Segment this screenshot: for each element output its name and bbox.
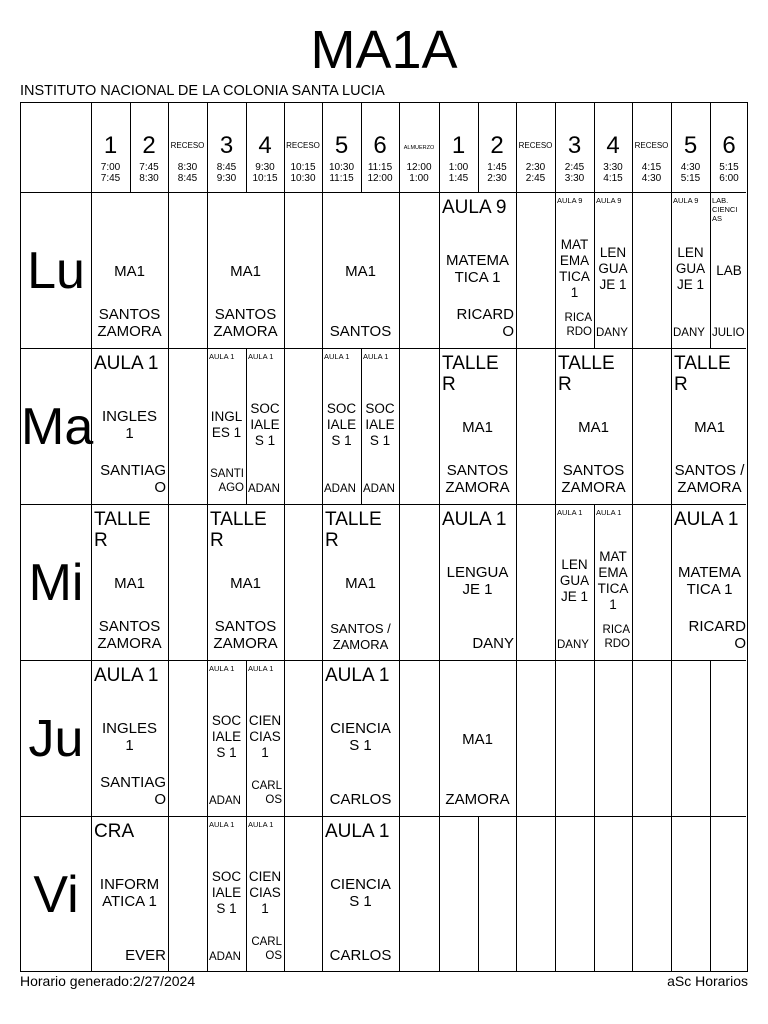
lesson-vi-4[interactable] <box>246 817 284 973</box>
lesson-teacher: ADAN <box>209 951 241 963</box>
lesson-ma-pm3-4[interactable] <box>555 349 632 505</box>
lesson-subject: INGL ES 1 <box>210 409 243 440</box>
lesson-ma-6[interactable] <box>361 349 399 505</box>
lesson-teacher: CARLOS <box>329 791 392 808</box>
lesson-room: AULA 1 <box>674 509 739 530</box>
lesson-teacher: ADAN <box>363 483 395 495</box>
lesson-room: AULA 1 <box>94 665 159 686</box>
lesson-ma-4[interactable] <box>246 349 284 505</box>
lesson-teacher: SANTOS ZAMORA <box>213 306 278 340</box>
lesson-subject: SOC IALE S 1 <box>211 713 242 760</box>
lesson-subject: CIENCIA S 1 <box>330 720 391 754</box>
lesson-teacher: ADAN <box>209 795 241 807</box>
lesson-subject: LEN GUA JE 1 <box>675 245 706 292</box>
lesson-subject: MAT EMA TICA 1 <box>597 549 629 612</box>
app-brand: aSc Horarios <box>667 973 748 989</box>
lesson-teacher: SANTOS ZAMORA <box>445 462 510 496</box>
lesson-room: AULA 1 <box>209 352 235 361</box>
lesson-mi-1-2[interactable] <box>91 505 168 661</box>
lesson-lu-pm3[interactable] <box>555 193 594 349</box>
lesson-subject: MA1 <box>230 263 261 280</box>
lesson-mi-pm3[interactable] <box>555 505 594 661</box>
lesson-teacher: DANY <box>596 327 628 339</box>
lesson-ju-pm1-2[interactable] <box>439 661 516 817</box>
lesson-room: TALLE R <box>558 353 615 395</box>
lesson-vi-3[interactable] <box>207 817 246 973</box>
lesson-subject: SOC IALE S 1 <box>250 401 280 448</box>
lesson-subject: MA1 <box>462 419 493 436</box>
lesson-vi-1-2[interactable] <box>91 817 168 973</box>
lesson-lu-pm6[interactable] <box>710 193 748 349</box>
lesson-subject: MA1 <box>694 419 725 436</box>
lesson-room: AULA 9 <box>442 197 507 218</box>
lesson-ju-3[interactable] <box>207 661 246 817</box>
lesson-lu-5-6[interactable] <box>322 193 399 349</box>
lesson-teacher: SANTOS ZAMORA <box>213 618 278 652</box>
lesson-room: AULA 1 <box>557 508 583 517</box>
lesson-teacher: SANTOS <box>329 323 392 340</box>
lesson-teacher: SANTOS ZAMORA <box>97 306 162 340</box>
lesson-subject: MATEMA TICA 1 <box>445 252 510 286</box>
lesson-subject: SOC IALE S 1 <box>211 869 242 916</box>
lesson-teacher: RICA RDO <box>602 624 630 650</box>
lesson-mi-pm5-6[interactable] <box>671 505 748 661</box>
lesson-room: AULA 9 <box>673 196 699 205</box>
page-title: MA1A <box>310 20 458 80</box>
lesson-mi-5-6[interactable] <box>322 505 399 661</box>
lesson-subject: LEN GUA JE 1 <box>598 245 628 292</box>
lesson-subject: MA1 <box>345 263 376 280</box>
lesson-teacher: CARLOS <box>329 947 392 964</box>
lesson-room: AULA 1 <box>442 509 507 530</box>
lesson-room: AULA 1 <box>209 820 235 829</box>
lesson-ju-5-6[interactable] <box>322 661 399 817</box>
generated-date: Horario generado:2/27/2024 <box>20 973 196 989</box>
lesson-subject: INFORM ATICA 1 <box>99 876 160 910</box>
lesson-ju-4[interactable] <box>246 661 284 817</box>
lesson-teacher: RICARD O <box>456 306 514 340</box>
lesson-teacher: RICARD O <box>688 618 746 652</box>
lesson-teacher: DANY <box>557 639 589 651</box>
lesson-lu-pm4[interactable] <box>594 193 632 349</box>
lesson-room: AULA 1 <box>324 352 350 361</box>
lesson-teacher: ADAN <box>324 483 356 495</box>
lesson-teacher: SANTIAG O <box>100 462 166 496</box>
lesson-subject: MA1 <box>230 575 261 592</box>
lesson-teacher: DANY <box>472 635 514 652</box>
lesson-ma-pm5-6[interactable] <box>671 349 748 505</box>
lesson-room: AULA 1 <box>209 664 235 673</box>
lesson-subject: MAT EMA TICA 1 <box>559 237 590 300</box>
lesson-subject: MA1 <box>578 419 609 436</box>
lesson-teacher: EVER <box>125 947 166 964</box>
timetable-grid: 1 7:00 7:45 2 7:45 8:30 RECESO 8:30 8:45 3 8:45 9:30 4 9:30 10:15 RECESO 10:15 10:30 5 10:30 11:15 6 11:15 12:00 ALMUERZO 12:00 1:00 1 1:00 1:45 2 1:45 2:30 RECESO 2:30 2:45 3 2:45 3:30 4 3:30 4:15 RECESO 4:15 4:30 5 4:30 5:15 6 5:15 6:00 Lu Ma Mi Ju Vi MA1 SANTOS ZAMORA MA1 SANTOS ZAMORA MA1 SANTOS AULA 9 MATEMA TICA 1 RICARD O AULA 9 MAT EMA TICA 1 RICA RDO AULA 9 LEN GUA JE 1 DANY AULA 9 LEN GUA JE 1 DANY LAB. CIENCI AS LAB JULIO AULA 1 INGLES 1 SANTIAG O AULA 1 INGL ES 1 SANTI AGO AULA 1 SOC IALE S 1 ADAN AULA 1 SOC IALE S 1 ADAN AULA 1 SOC IALE S 1 ADAN TALLE R MA1 SANTOS ZAMORA TALLE R MA1 SANTOS ZAMORA TALLE R MA1 SANTOS / ZAMORA TALLE R MA1 SANTOS ZAMORA TALLE R MA1 SANTOS ZAMORA TALLE R MA1 SANTOS / ZAMORA AULA 1 LENGUA JE 1 DANY AULA 1 LEN GUA JE 1 DANY AULA 1 MAT EMA TICA 1 RICA RDO AULA 1 MATEMA TICA 1 RICARD O AULA 1 INGLES 1 SANTIAG O AULA 1 SOC IALE S 1 ADAN AULA 1 CIEN CIAS 1 CARL OS AULA 1 CIENCIA S 1 CARLOS MA1 ZAMORA CRA INFORM ATICA 1 EVER AULA 1 SOC IALE S 1 ADAN AULA 1 CIEN CIAS 1 CARL OS AULA 1 CIENCIA S 1 CARLOS <box>20 102 748 972</box>
lesson-lu-3-4[interactable] <box>207 193 284 349</box>
lesson-mi-3-4[interactable] <box>207 505 284 661</box>
lesson-room: CRA <box>94 821 135 842</box>
lesson-subject: SOC IALE S 1 <box>326 401 357 448</box>
lesson-lu-pm5[interactable] <box>671 193 710 349</box>
lesson-teacher: ADAN <box>248 483 280 495</box>
lesson-teacher: JULIO <box>712 327 745 339</box>
lesson-room: LAB. CIENCI AS <box>712 196 738 223</box>
lesson-vi-5-6[interactable] <box>322 817 399 973</box>
day-label-vi: Vi <box>33 866 79 924</box>
lesson-ma-1-2[interactable] <box>91 349 168 505</box>
lesson-subject: MA1 <box>345 575 376 592</box>
day-label-lu: Lu <box>27 242 85 300</box>
lesson-subject: LEN GUA JE 1 <box>559 557 590 604</box>
lesson-teacher: CARL OS <box>251 780 282 806</box>
lesson-teacher: SANTOS ZAMORA <box>561 462 626 496</box>
lesson-subject: CIEN CIAS 1 <box>248 869 282 916</box>
lesson-teacher: SANTOS ZAMORA <box>97 618 162 652</box>
lesson-room: TALLE R <box>442 353 499 395</box>
lesson-subject: SOC IALE S 1 <box>365 401 395 448</box>
lesson-subject: MA1 <box>114 575 145 592</box>
lesson-room: AULA 1 <box>248 820 274 829</box>
lesson-room: AULA 9 <box>557 196 583 205</box>
lesson-room: AULA 1 <box>363 352 389 361</box>
lesson-room: AULA 1 <box>596 508 622 517</box>
lesson-subject: MA1 <box>114 263 145 280</box>
day-label-ma: Ma <box>21 398 94 456</box>
lesson-lu-pm1-2[interactable] <box>439 193 516 349</box>
lesson-room: AULA 1 <box>325 665 390 686</box>
lesson-room: TALLE R <box>94 509 151 551</box>
lesson-room: TALLE R <box>210 509 267 551</box>
lesson-mi-pm4[interactable] <box>594 505 632 661</box>
lesson-teacher: DANY <box>673 327 705 339</box>
lesson-teacher: ZAMORA <box>445 791 510 808</box>
lesson-teacher: SANTIAG O <box>100 774 166 808</box>
lesson-subject: CIENCIA S 1 <box>330 876 391 910</box>
lesson-teacher: RICA RDO <box>564 312 592 338</box>
lesson-room: AULA 1 <box>325 821 390 842</box>
lesson-room: AULA 1 <box>248 664 274 673</box>
lesson-teacher: SANTI AGO <box>210 468 244 494</box>
lesson-teacher: SANTOS / ZAMORA <box>674 462 745 496</box>
lesson-subject: CIEN CIAS 1 <box>248 713 282 760</box>
lesson-ma-pm1-2[interactable] <box>439 349 516 505</box>
lesson-subject: INGLES 1 <box>101 408 158 442</box>
lesson-ma-5[interactable] <box>322 349 361 505</box>
lesson-room: TALLE R <box>674 353 731 395</box>
lesson-subject: MA1 <box>462 731 493 748</box>
school-name: INSTITUTO NACIONAL DE LA COLONIA SANTA LUCIA <box>20 83 385 99</box>
lesson-subject: INGLES 1 <box>101 720 158 754</box>
lesson-room: AULA 1 <box>94 353 159 374</box>
lesson-subject: LENGUA JE 1 <box>446 564 509 598</box>
lesson-lu-1-2[interactable] <box>91 193 168 349</box>
lesson-mi-pm1-2[interactable] <box>439 505 516 661</box>
lesson-subject: LAB <box>716 263 742 278</box>
lesson-ma-3[interactable] <box>207 349 246 505</box>
lesson-teacher: SANTOS / ZAMORA <box>330 621 391 652</box>
lesson-subject: MATEMA TICA 1 <box>677 564 742 598</box>
day-label-ju: Ju <box>28 710 84 768</box>
day-label-mi: Mi <box>28 554 84 612</box>
lesson-room: AULA 1 <box>248 352 274 361</box>
lesson-ju-1-2[interactable] <box>91 661 168 817</box>
lesson-room: TALLE R <box>325 509 382 551</box>
lesson-room: AULA 9 <box>596 196 622 205</box>
lesson-teacher: CARL OS <box>251 936 282 962</box>
